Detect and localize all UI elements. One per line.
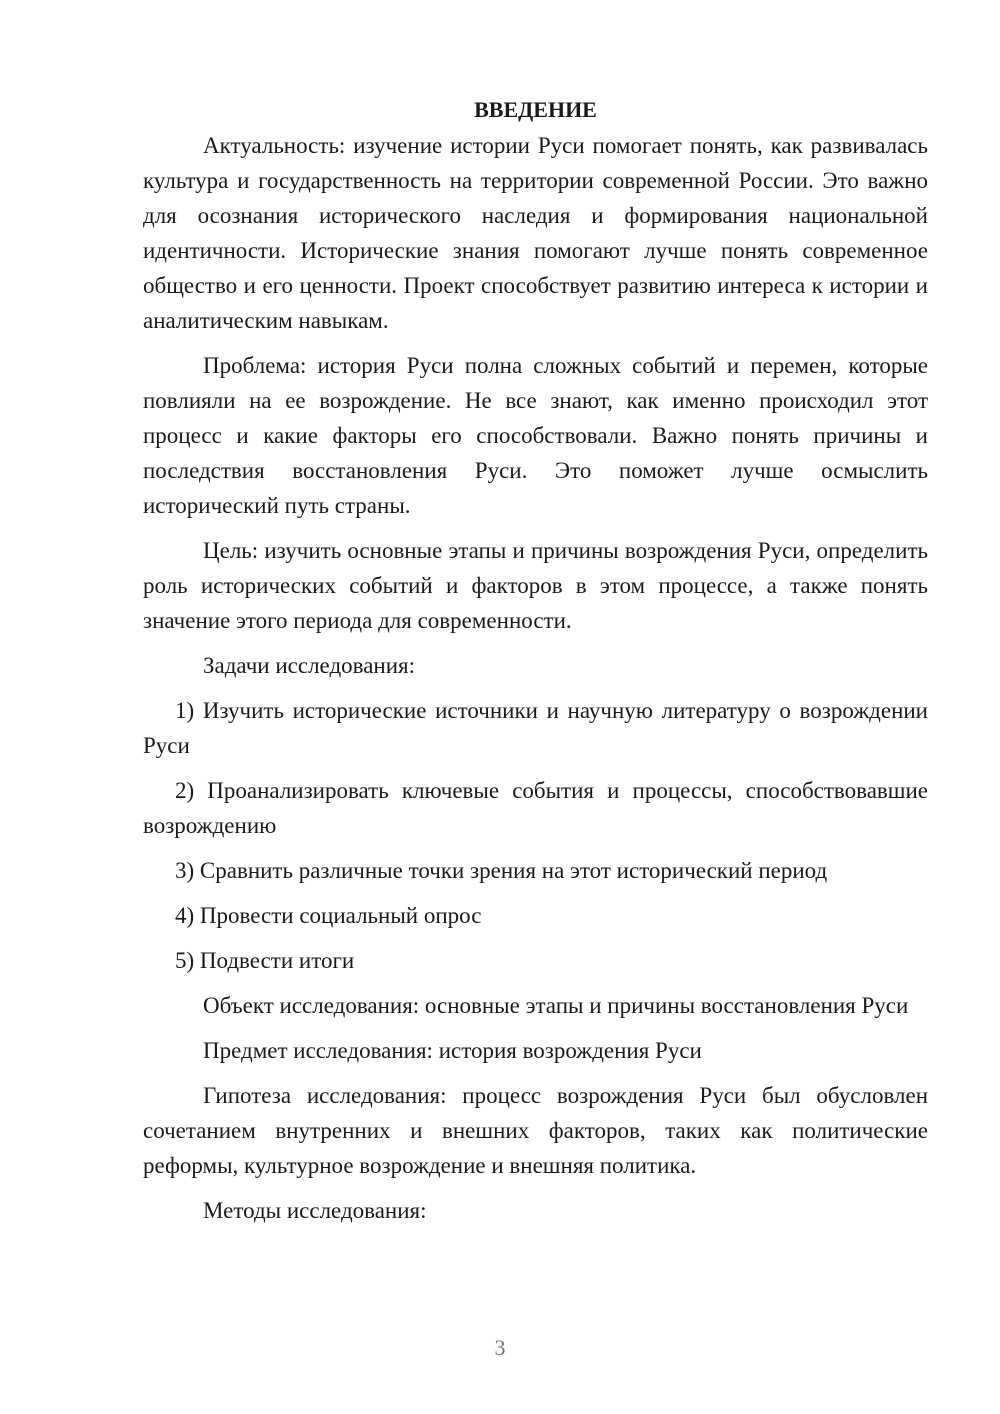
methods-heading: Методы исследования:	[203, 1198, 427, 1223]
goal-paragraph: Цель: изучить основные этапы и причины возрождения Руси, определить роль исторических событий и факторов в этом процессе, а также понять значение этого периода для современности.	[143, 538, 928, 633]
document-page	[143, 92, 928, 1238]
problem-paragraph: Проблема: история Руси полна сложных событий и перемен, которые повлияли на ее возрождение. Не все знают, как именно происходил этот процесс и какие факторы его способствовали. Важно понять причины и последствия восстановления Руси. Это поможет лучше осмыслить исторический путь страны.	[143, 353, 928, 518]
relevance-paragraph: Актуальность: изучение истории Руси помогает понять, как развивалась культура и государственность на территории современной России. Это важно для осознания исторического наследия и формирования национальной идентичности. Исторические знания помогают лучше понять современное общество и его ценности. Проект способствует развитию интереса к истории и аналитическим навыкам.	[143, 133, 928, 333]
object-paragraph: Объект исследования: основные этапы и причины восстановления Руси	[203, 993, 909, 1018]
section-title: ВВЕДЕНИЕ	[474, 97, 597, 122]
task-item-3: 3) Сравнить различные точки зрения на этот исторический период	[175, 858, 828, 883]
task-item-4: 4) Провести социальный опрос	[175, 903, 482, 928]
page-number: 3	[494, 1335, 506, 1360]
subject-paragraph: Предмет исследования: история возрождения Руси	[203, 1038, 702, 1063]
task-item-5: 5) Подвести итоги	[175, 948, 355, 973]
task-item-1: 1) Изучить исторические источники и научную литературу о возрождении Руси	[143, 698, 928, 758]
task-item-2: 2) Проанализировать ключевые события и процессы, способствовавшие возрождению	[143, 778, 928, 838]
hypothesis-paragraph: Гипотеза исследования: процесс возрождения Руси был обусловлен сочетанием внутренних и внешних факторов, таких как политические реформы, культурное возрождение и внешняя политика.	[143, 1083, 928, 1178]
tasks-heading: Задачи исследования:	[203, 653, 416, 678]
